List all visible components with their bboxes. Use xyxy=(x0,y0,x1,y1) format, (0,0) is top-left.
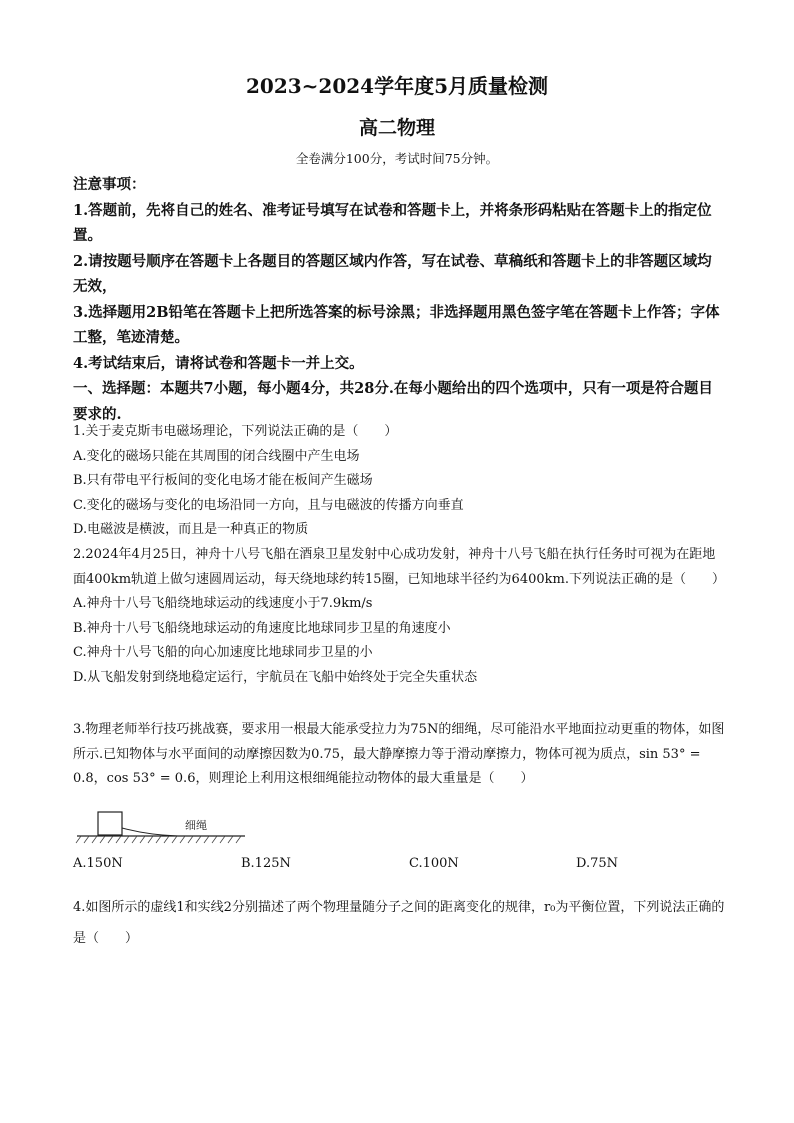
question-3-option-a: A.150N xyxy=(73,856,123,871)
question-2-stem: 2.2024年4月25日，神舟十八号飞船在酒泉卫星发射中心成功发射，神舟十八号飞船在执行任务时可视为在距地面400km轨道上做匀速圆周运动，每天绕地球约转15圈，已知地球半径约为6400km.下列说法正确的是（ ） xyxy=(73,547,725,587)
exam-title: 2023~2024学年度5月质量检测 xyxy=(245,74,548,98)
question-4-stem: 4.如图所示的虚线1和实线2分别描述了两个物理量随分子之间的距离变化的规律，r₀为平衡位置，下列说法正确的是（ ） xyxy=(73,900,725,946)
notes-heading: 注意事项： xyxy=(73,176,146,193)
question-3-option-d: D.75N xyxy=(576,856,619,871)
question-2-option-a: A.神舟十八号飞船绕地球运动的线速度小于7.9km/s xyxy=(73,596,373,611)
subject-title: 高二物理 xyxy=(358,117,435,139)
note-1: 1.答题前，先将自己的姓名、准考证号填写在试卷和答题卡上，并将条形码粘贴在答题卡上的指定位置。 xyxy=(73,201,712,244)
block-shape xyxy=(98,812,122,835)
ground-hatching xyxy=(76,836,241,843)
exam-info: 全卷满分100分，考试时间75分钟。 xyxy=(295,151,499,166)
note-2: 2.请按题号顺序在答题卡上各题目的答题区域内作答，写在试卷、草稿纸和答题卡上的非答题区域均无效， xyxy=(73,252,712,295)
rope-label: 细绳 xyxy=(185,819,207,832)
question-1-stem: 1.关于麦克斯韦电磁场理论，下列说法正确的是（ ） xyxy=(73,424,398,439)
question-2-option-c: C.神舟十八号飞船的向心加速度比地球同步卫星的小 xyxy=(73,645,373,660)
question-3-option-b: B.125N xyxy=(241,856,291,871)
block-rope-figure xyxy=(73,808,253,848)
question-3 xyxy=(73,718,725,792)
question-1-option-b: B.只有带电平行板间的变化电场才能在板间产生磁场 xyxy=(73,473,373,488)
question-2 xyxy=(73,543,725,690)
question-3-option-c: C.100N xyxy=(409,856,459,871)
question-4 xyxy=(73,892,725,954)
note-4: 4.考试结束后，请将试卷和答题卡一并上交。 xyxy=(73,354,364,372)
question-1-option-d: D.电磁波是横波，而且是一种真正的物质 xyxy=(73,522,309,537)
question-1-option-a: A.变化的磁场只能在其周围的闭合线圈中产生电场 xyxy=(73,448,360,464)
question-2-option-d: D.从飞船发射到绕地稳定运行，宇航员在飞船中始终处于完全失重状态 xyxy=(73,669,478,685)
question-2-option-b: B.神舟十八号飞船绕地球运动的角速度比地球同步卫星的角速度小 xyxy=(73,620,451,636)
question-1-option-c: C.变化的磁场与变化的电场沿同一方向，且与电磁波的传播方向垂直 xyxy=(73,497,464,513)
notes-block xyxy=(73,172,725,427)
note-3: 3.选择题用2B铅笔在答题卡上把所选答案的标号涂黑；非选择题用黑色签字笔在答题卡上作答；字体工整，笔迹清楚。 xyxy=(73,303,720,346)
section-heading: 一、选择题：本题共7小题，每小题4分，共28分.在每小题给出的四个选项中，只有一项是符合题目要求的. xyxy=(73,380,713,423)
rope-line xyxy=(122,828,228,836)
question-1 xyxy=(73,420,725,543)
question-3-stem: 3.物理老师举行技巧挑战赛，要求用一根最大能承受拉力为75N的细绳，尽可能沿水平地面拉动更重的物体，如图所示.已知物体与水平面间的动摩擦因数为0.75，最大静摩擦力等于滑动摩擦力，物体可视为质点，sin 53° = 0.8，cos 53° = 0.6，则理论上利用这根细绳能拉动物体的最大重量是（ ） xyxy=(73,722,725,786)
